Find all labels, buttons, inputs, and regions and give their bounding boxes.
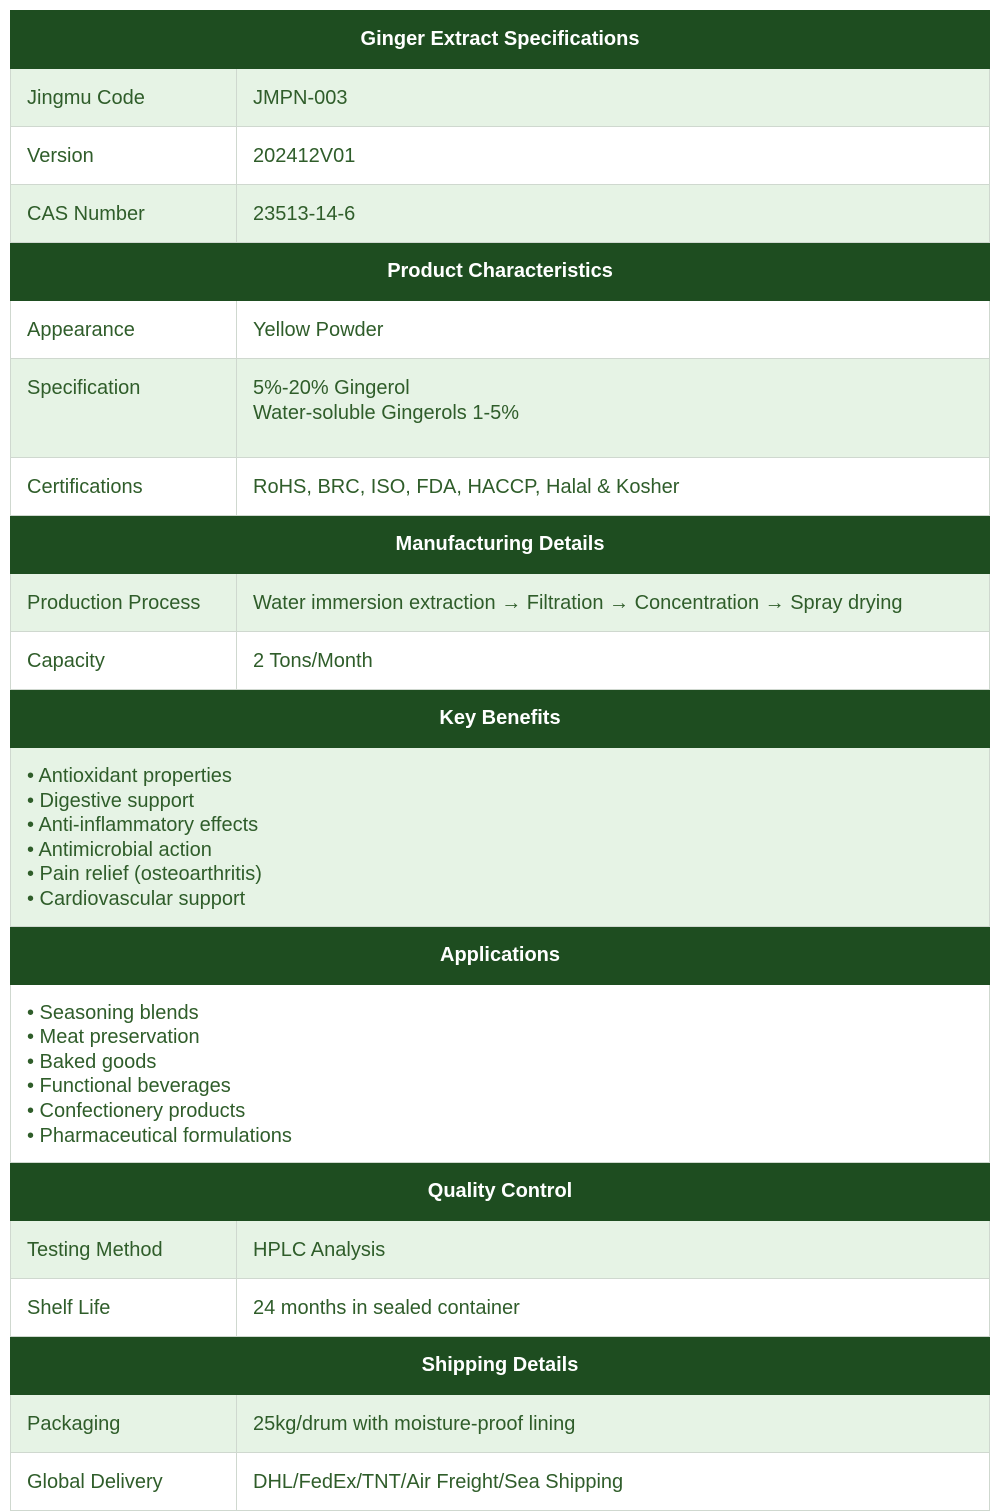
table-row xyxy=(11,748,990,927)
row-value xyxy=(237,359,990,458)
row-value: DHL/FedEx/TNT/Air Freight/Sea Shipping xyxy=(237,1453,990,1511)
row-label: Testing Method xyxy=(11,1221,237,1279)
section-header-row xyxy=(11,926,990,984)
section-header-row xyxy=(11,690,990,748)
table-row xyxy=(11,185,990,243)
benefits-list xyxy=(11,748,990,927)
section-header-row xyxy=(11,243,990,301)
section-header-row xyxy=(11,1337,990,1395)
list-item: • Antimicrobial action xyxy=(27,838,212,861)
row-label: Appearance xyxy=(11,301,237,359)
section-header-row xyxy=(11,516,990,574)
row-label: Packaging xyxy=(11,1395,237,1453)
title-row xyxy=(11,11,990,69)
table-title: Ginger Extract Specifications xyxy=(11,11,990,69)
row-label: Shelf Life xyxy=(11,1279,237,1337)
table-row xyxy=(11,69,990,127)
section-heading-manufacturing: Manufacturing Details xyxy=(11,516,990,574)
spec-table xyxy=(10,10,990,1511)
section-heading-applications: Applications xyxy=(11,926,990,984)
row-value: Yellow Powder xyxy=(237,301,990,359)
table-row xyxy=(11,1221,990,1279)
section-heading-shipping: Shipping Details xyxy=(11,1337,990,1395)
table-row xyxy=(11,1279,990,1337)
row-value: RoHS, BRC, ISO, FDA, HACCP, Halal & Kosher xyxy=(237,458,990,516)
list-item: • Functional beverages xyxy=(27,1075,231,1098)
applications-list xyxy=(11,984,990,1163)
list-item: • Cardiovascular support xyxy=(27,887,246,910)
row-label: CAS Number xyxy=(11,185,237,243)
table-row xyxy=(11,458,990,516)
row-label: Jingmu Code xyxy=(11,69,237,127)
table-row xyxy=(11,632,990,690)
list-item: • Anti-inflammatory effects xyxy=(27,814,259,837)
row-value: JMPN-003 xyxy=(237,69,990,127)
table-row xyxy=(11,127,990,185)
row-label: Global Delivery xyxy=(11,1453,237,1511)
list-item: • Confectionery products xyxy=(27,1099,246,1122)
table-row xyxy=(11,574,990,632)
section-heading-quality: Quality Control xyxy=(11,1163,990,1221)
table-row xyxy=(11,984,990,1163)
row-label: Certifications xyxy=(11,458,237,516)
row-value: 25kg/drum with moisture-proof lining xyxy=(237,1395,990,1453)
spec-line: 5%-20% Gingerol xyxy=(253,377,410,399)
table-row xyxy=(11,1453,990,1511)
row-label: Version xyxy=(11,127,237,185)
row-value: Water immersion extraction → Filtration → Concentration → Spray drying xyxy=(237,574,990,632)
table-row xyxy=(11,1395,990,1453)
spec-sheet xyxy=(10,10,989,1511)
section-header-row xyxy=(11,1163,990,1221)
row-value: HPLC Analysis xyxy=(237,1221,990,1279)
list-item: • Digestive support xyxy=(27,789,195,812)
row-label: Production Process xyxy=(11,574,237,632)
section-heading-benefits: Key Benefits xyxy=(11,690,990,748)
table-row xyxy=(11,359,990,458)
list-item: • Seasoning blends xyxy=(27,1001,199,1024)
row-value: 2 Tons/Month xyxy=(237,632,990,690)
list-item: • Pain relief (osteoarthritis) xyxy=(27,863,262,886)
row-value: 202412V01 xyxy=(237,127,990,185)
list-item: • Antioxidant properties xyxy=(27,765,232,787)
list-item: • Pharmaceutical formulations xyxy=(27,1124,292,1147)
row-label: Specification xyxy=(11,359,237,458)
row-value: 24 months in sealed container xyxy=(237,1279,990,1337)
table-row xyxy=(11,301,990,359)
list-item: • Baked goods xyxy=(27,1050,157,1073)
row-label: Capacity xyxy=(11,632,237,690)
section-heading-characteristics: Product Characteristics xyxy=(11,243,990,301)
list-item: • Meat preservation xyxy=(27,1026,200,1049)
spec-line: Water-soluble Gingerols 1-5% xyxy=(253,401,520,424)
row-value: 23513-14-6 xyxy=(237,185,990,243)
